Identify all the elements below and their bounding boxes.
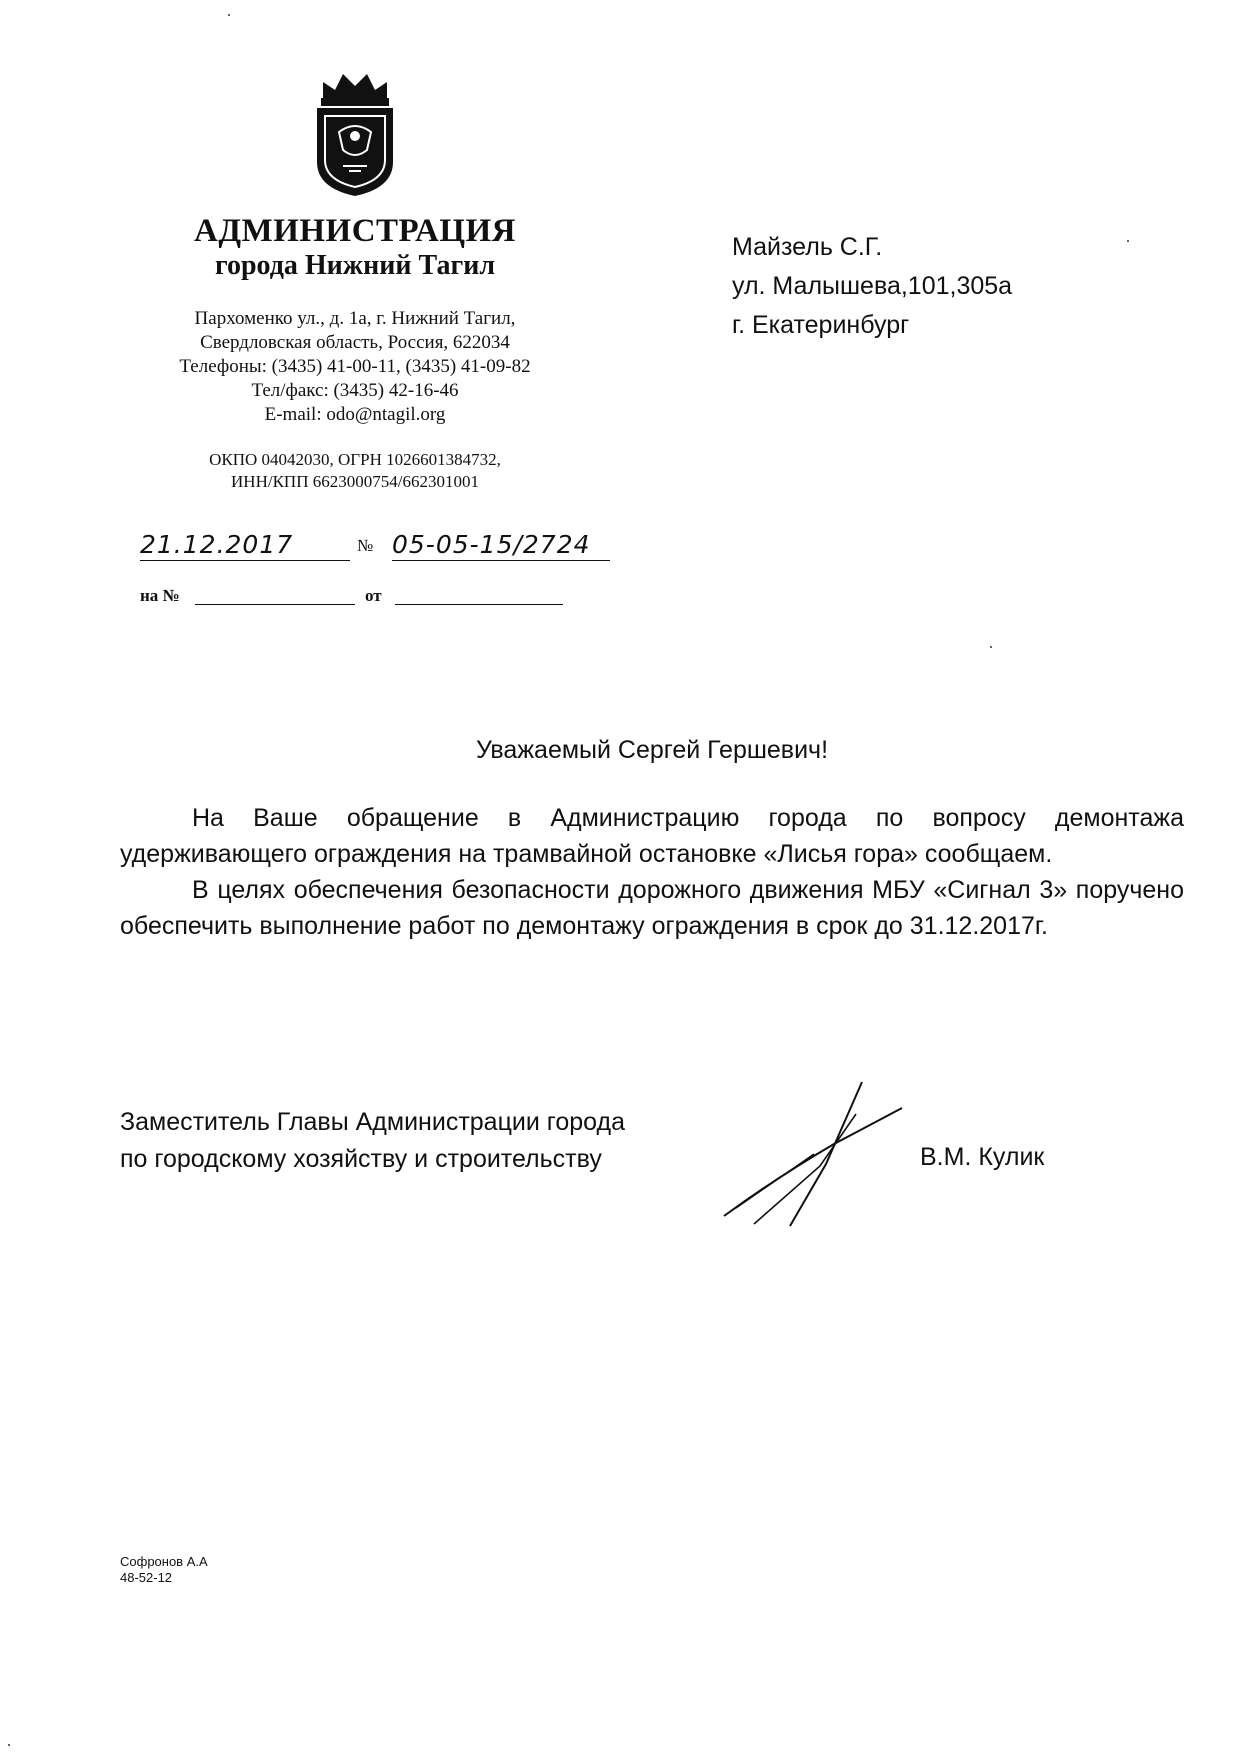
- letter-body: [120, 800, 1184, 944]
- scan-speck: [8, 1744, 10, 1746]
- email-line: E-mail: odo@ntagil.org: [264, 404, 446, 425]
- spacer: [120, 427, 590, 449]
- addressee-name: Майзель С.Г.: [732, 233, 883, 261]
- handwritten-signature: [716, 1078, 906, 1228]
- addressee-street: ул. Малышева,101,305а: [732, 272, 1013, 300]
- registration-codes: ОКПО 04042030, ОГРН 1026601384732,: [209, 450, 501, 469]
- signatory-title-line: по городскому хозяйству и строительству: [120, 1145, 602, 1173]
- executor-block: [120, 1554, 208, 1586]
- reply-number-label: на №: [140, 586, 180, 605]
- body-paragraph: На Ваше обращение в Администрацию города по вопросу демонтажа удерживающего ограждения на трамвайной остановке «Лисья гора» сообщаем.: [120, 804, 1184, 868]
- executor-name: Софронов А.А: [120, 1554, 208, 1569]
- coat-of-arms-icon: [305, 70, 405, 200]
- reply-date-label: от: [365, 586, 382, 605]
- salutation: Уважаемый Сергей Гершевич!: [475, 736, 829, 764]
- signatory-name: В.М. Кулик: [920, 1143, 1045, 1171]
- number-label: №: [357, 536, 374, 555]
- outgoing-number: 05-05-15/2724: [392, 530, 610, 561]
- scan-speck: [990, 646, 992, 648]
- signatory-title: [120, 1104, 625, 1178]
- addressee-city: г. Екатеринбург: [732, 311, 910, 339]
- fax-line: Тел/факс: (3435) 42-16-46: [251, 380, 459, 401]
- addressee-block: [732, 228, 1012, 345]
- reply-reference: [140, 586, 610, 612]
- reply-date-line: [395, 604, 563, 605]
- org-subtitle: города Нижний Тагил: [214, 250, 496, 281]
- address-line: Свердловская область, Россия, 622034: [200, 332, 510, 353]
- org-title: АДМИНИСТРАЦИЯ: [194, 213, 516, 249]
- body-paragraph: В целях обеспечения безопасности дорожного движения МБУ «Сигнал 3» поручено обеспечить выполнение работ по демонтажу ограждения в срок до 31.12.2017г.: [120, 876, 1184, 940]
- scan-speck: [228, 14, 230, 16]
- letterhead: [120, 70, 590, 493]
- outgoing-date: 21.12.2017: [140, 530, 350, 561]
- scan-speck: [1127, 240, 1129, 242]
- address-line: Пархоменко ул., д. 1а, г. Нижний Тагил,: [194, 308, 516, 329]
- phones-line: Телефоны: (3435) 41-00-11, (3435) 41-09-82: [179, 356, 531, 377]
- outgoing-reference: [140, 530, 610, 566]
- registration-codes: ИНН/КПП 6623000754/662301001: [231, 472, 479, 491]
- executor-phone: 48-52-12: [120, 1570, 173, 1585]
- reply-number-line: [195, 604, 355, 605]
- signatory-title-line: Заместитель Главы Администрации города: [120, 1108, 625, 1136]
